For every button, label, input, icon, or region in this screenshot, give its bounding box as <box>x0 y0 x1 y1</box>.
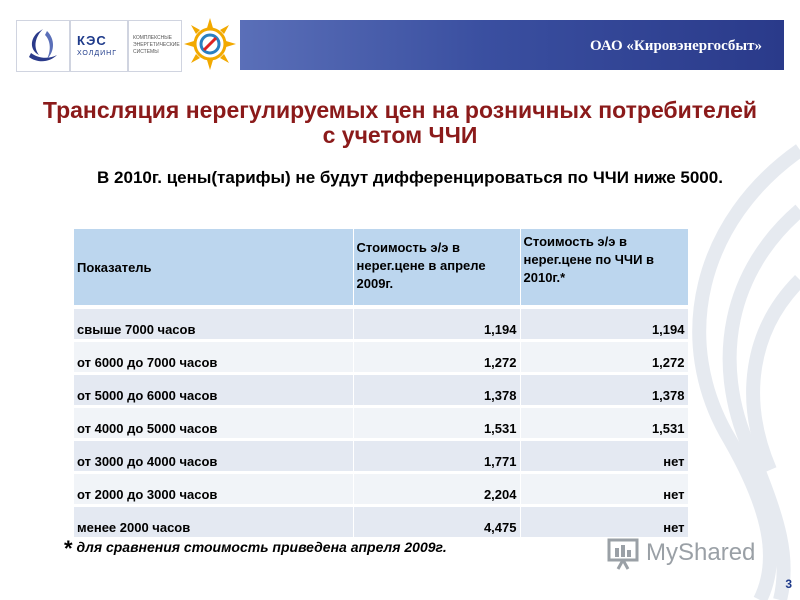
table-row <box>74 307 688 341</box>
table-row <box>74 440 688 473</box>
header-text: Стоимость э/э в нерег.цене в апреле 2009г. <box>356 240 486 291</box>
row-price-2010: нет <box>520 473 688 506</box>
logo-emblem <box>16 20 70 72</box>
row-label: менее 2000 часов <box>74 506 353 539</box>
header-bar <box>240 20 784 70</box>
presentation-icon <box>606 536 642 572</box>
row-label: свыше 7000 часов <box>74 307 353 341</box>
row-price-2009: 2,204 <box>353 473 520 506</box>
row-price-2009: 4,475 <box>353 506 520 539</box>
row-label: от 3000 до 4000 часов <box>74 440 353 473</box>
row-price-2010: нет <box>520 506 688 539</box>
watermark-text: MyShared <box>646 539 756 566</box>
row-label: от 5000 до 6000 часов <box>74 374 353 407</box>
table-header-row <box>74 229 688 307</box>
logo-complex-systems <box>128 20 182 72</box>
price-table <box>74 229 689 540</box>
company-name: ОАО «Кировэнергосбыт» <box>590 38 762 54</box>
table-row <box>74 473 688 506</box>
row-price-2010: 1,272 <box>520 341 688 374</box>
header <box>0 0 800 78</box>
row-label: от 6000 до 7000 часов <box>74 341 353 374</box>
row-price-2010: 1,194 <box>520 307 688 341</box>
logo-kes-subtext: ХОЛДИНГ <box>77 50 118 57</box>
table-row <box>74 374 688 407</box>
table-header-price-2010 <box>520 229 688 307</box>
page-title: Трансляция нерегулируемых цен на розничных потребителей с учетом ЧЧИ <box>42 97 758 148</box>
table-header-indicator: Показатель <box>74 229 353 307</box>
table-header-price-2009 <box>353 229 520 307</box>
row-price-2010: нет <box>520 440 688 473</box>
table-row <box>74 407 688 440</box>
page-subtitle: В 2010г. цены(тарифы) не будут дифференцироваться по ЧЧИ ниже 5000. <box>97 168 723 187</box>
row-price-2010: 1,378 <box>520 374 688 407</box>
row-price-2009: 1,771 <box>353 440 520 473</box>
sun-logo-icon <box>182 16 238 72</box>
table-row <box>74 506 688 539</box>
logo-kes <box>70 20 128 72</box>
row-price-2009: 1,378 <box>353 374 520 407</box>
row-price-2010: 1,531 <box>520 407 688 440</box>
row-price-2009: 1,272 <box>353 341 520 374</box>
footnote-star: * <box>64 536 73 561</box>
logo-kes-text: КЭС <box>77 33 107 48</box>
row-price-2009: 1,531 <box>353 407 520 440</box>
page-number: 3 <box>785 577 792 591</box>
table-row <box>74 341 688 374</box>
row-label: от 2000 до 3000 часов <box>74 473 353 506</box>
row-price-2009: 1,194 <box>353 307 520 341</box>
header-text: Стоимость э/э в нерег.цене по ЧЧИ в 2010г.* <box>523 234 655 285</box>
footnote-text: для сравнения стоимость приведена апреля 2009г. <box>76 539 447 555</box>
footnote <box>64 536 447 562</box>
row-label: от 4000 до 5000 часов <box>74 407 353 440</box>
logo-complex-text: КОМПЛЕКСНЫЕ ЭНЕРГЕТИЧЕСКИЕ СИСТЕМЫ <box>133 35 180 55</box>
watermark <box>606 536 766 572</box>
